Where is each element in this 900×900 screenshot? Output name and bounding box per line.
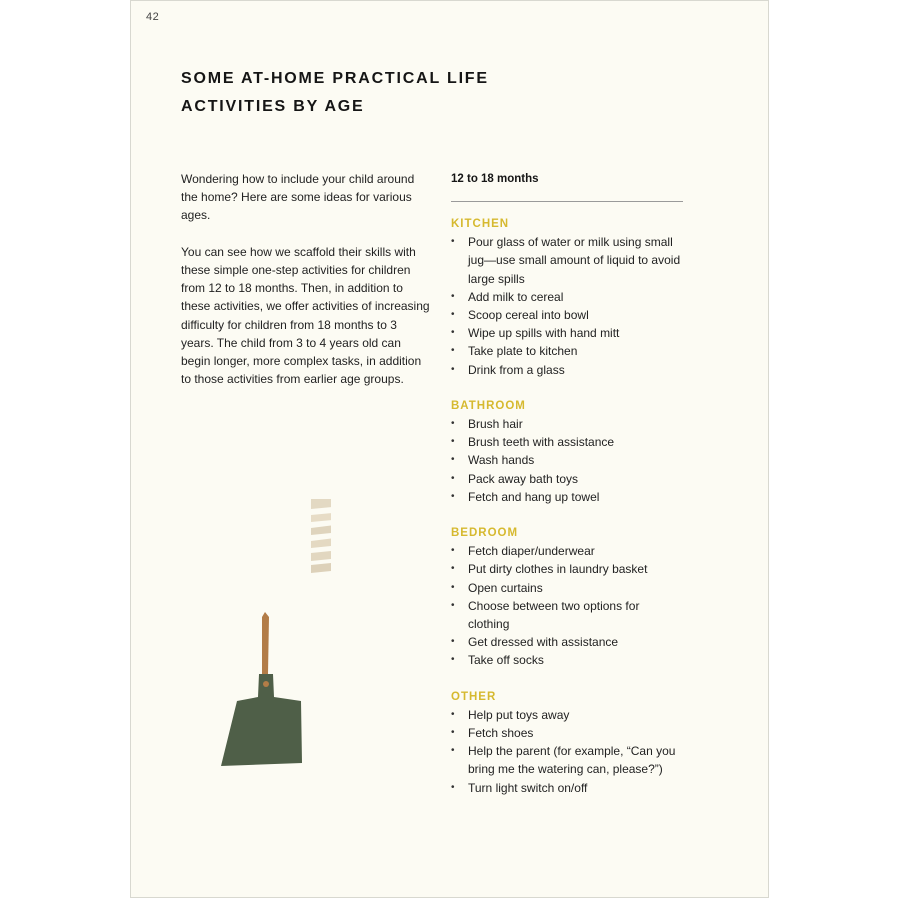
list-item: • Fetch shoes bbox=[451, 724, 683, 742]
intro-text bbox=[181, 170, 431, 407]
activity-list bbox=[451, 706, 683, 797]
title-line-2: ACTIVITIES BY AGE bbox=[181, 98, 365, 115]
age-range-heading: 12 to 18 months bbox=[451, 173, 539, 185]
divider bbox=[451, 201, 683, 202]
list-item: • Scoop cereal into bowl bbox=[451, 306, 683, 324]
list-item: • Fetch and hang up towel bbox=[451, 488, 683, 506]
activity-list bbox=[451, 415, 683, 506]
list-item: • Fetch diaper/underwear bbox=[451, 542, 683, 560]
list-item: • Pack away bath toys bbox=[451, 470, 683, 488]
section-heading: BEDROOM bbox=[451, 527, 519, 540]
list-item: • Take plate to kitchen bbox=[451, 342, 683, 360]
hand-brush-icon bbox=[311, 497, 331, 652]
list-item: • Brush hair bbox=[451, 415, 683, 433]
list-item: • Help the parent (for example, “Can you bring me the watering can, please?”) bbox=[451, 742, 683, 778]
list-item: • Wipe up spills with hand mitt bbox=[451, 324, 683, 342]
list-item: • Add milk to cereal bbox=[451, 288, 683, 306]
list-item: • Take off socks bbox=[451, 651, 683, 669]
list-item: • Turn light switch on/off bbox=[451, 779, 683, 797]
list-item: • Brush teeth with assistance bbox=[451, 433, 683, 451]
intro-paragraph-1: Wondering how to include your child around the home? Here are some ideas for various ages. bbox=[181, 172, 415, 223]
section-heading: KITCHEN bbox=[451, 218, 510, 230]
list-item: • Wash hands bbox=[451, 451, 683, 469]
page-title bbox=[181, 65, 541, 121]
list-item: • Put dirty clothes in laundry basket bbox=[451, 560, 683, 578]
activities-column bbox=[451, 170, 683, 815]
brush-and-dustpan-illustration bbox=[211, 491, 331, 781]
book-page bbox=[130, 0, 769, 898]
intro-paragraph-2: You can see how we scaffold their skills with these simple one-step activities for children from 12 to 18 months. Then, in addition to these activities, we offer activities of increasing difficulty for children from 18 months to 3 years. The child from 3 to 4 years old can begin longer, more complex tasks, in addition to those activities from earlier age groups. bbox=[181, 244, 430, 387]
section-kitchen bbox=[451, 215, 683, 379]
page-number: 42 bbox=[146, 11, 160, 23]
section-bedroom bbox=[451, 524, 683, 670]
list-item: • Drink from a glass bbox=[451, 361, 683, 379]
list-item: • Pour glass of water or milk using small jug—use small amount of liquid to avoid large spills bbox=[451, 233, 683, 288]
title-line-1: SOME AT-HOME PRACTICAL LIFE bbox=[181, 70, 489, 87]
activity-list bbox=[451, 542, 683, 669]
list-item: • Help put toys away bbox=[451, 706, 683, 724]
section-heading: OTHER bbox=[451, 690, 497, 703]
activity-list bbox=[451, 233, 683, 379]
dustpan-icon bbox=[221, 612, 302, 766]
list-item: • Open curtains bbox=[451, 579, 683, 597]
activity-sections bbox=[451, 215, 683, 797]
section-bathroom bbox=[451, 397, 683, 506]
section-heading: BATHROOM bbox=[451, 399, 526, 412]
list-item: • Get dressed with assistance bbox=[451, 633, 683, 651]
list-item: • Choose between two options for clothing bbox=[451, 597, 683, 633]
section-other bbox=[451, 688, 683, 797]
